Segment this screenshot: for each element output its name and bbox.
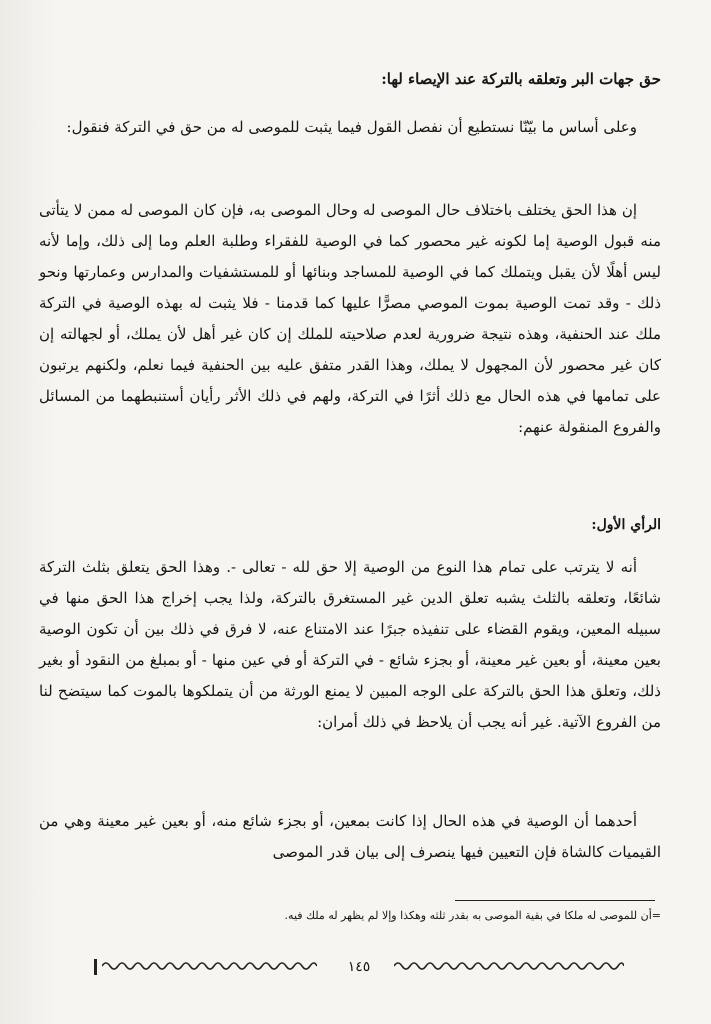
footnote: =أن للموصى له ملكا في بقية الموصى به بقدر ثلثه وهكذا وإلا لم يظهر له ملك فيه. xyxy=(284,909,661,922)
wavy-line-right-ornament xyxy=(394,960,624,972)
footer-bar-mark xyxy=(94,959,97,975)
footnote-divider xyxy=(455,900,655,901)
section-heading: حق جهات البر وتعلقه بالتركة عند الإيصاء لها: xyxy=(381,70,661,88)
paragraph-2: إن هذا الحق يختلف باختلاف حال الموصى له وحال الموصى به، فإن كان الموصى له ممن لا يتأتى منه قبول الوصية إما لكونه غير محصور كما في الوصية للفقراء وطلبة العلم وما إلى ذلك، وإما لأنه ليس أهلًا لأن يقبل ويتملك كما في الوصية للمساجد وبنائها أو للمستشفيات والمدارس وعمارتها ونحو ذلك - وقد تمت الوصية بموت الموصي مصرًّا عليها كما قدمنا - فلا يثبت له بهذه الوصية في التركة ملك عند الحنفية، وهذه نتيجة ضرورية لعدم صلاحيته للملك إن كان غير أهل لأن يملك، أو لجهالته إن كان غير محصور لأن المجهول لا يملك، وهذا القدر متفق عليه بين الحنفية فيما نعلم، ولكنهم يرتبون على تمامها في هذه الحال مع ذلك أثرًا في التركة، ولهم في ذلك الأثر رأيان أستنبطهما من المسائل والفروع المنقولة عنهم: xyxy=(39,201,661,436)
subheading: الرأي الأول: xyxy=(591,517,661,533)
paragraph-4: أحدهما أن الوصية في هذه الحال إذا كانت بمعين، أو بجزء شائع منه، أو بعين غير معينة وهي من القيميات كالشاة فإن التعيين فيها ينصرف إلى بيان قدر الموصى xyxy=(39,812,661,861)
paragraph-3: أنه لا يترتب على تمام هذا النوع من الوصية إلا حق لله - تعالى -. وهذا الحق يتعلق بثلث التركة شائعًا، وتعلقه بالثلث يشبه تعلق الدين غير المستغرق بالتركة، ولذا يجب إخراج هذا الحق منها في سبيله المعين، ويقوم القضاء على تنفيذه جبرًا عند الامتناع عنه، لا فرق في ذلك بين أن تكون الوصية بعين معينة، أو بعين غير معينة، أو بجزء شائع - في التركة أو في عين منها - أو بمبلغ من النقود أو بغير ذلك، وتعلق هذا الحق بالتركة على الوجه المبين لا يمنع الورثة من أن يتملكوها بالموت كما سيتضح لنا من الفروع الآتية. غير أنه يجب أن يلاحظ في ذلك أمران: xyxy=(39,558,661,731)
wavy-line-left-ornament xyxy=(102,960,317,972)
page-number: ١٤٥ xyxy=(347,959,371,975)
page-footer xyxy=(94,956,624,980)
paragraph-1: وعلى أساس ما بيّنّا نستطيع أن نفصل القول فيما يثبت للموصى له من حق في التركة فنقول: xyxy=(66,118,637,136)
